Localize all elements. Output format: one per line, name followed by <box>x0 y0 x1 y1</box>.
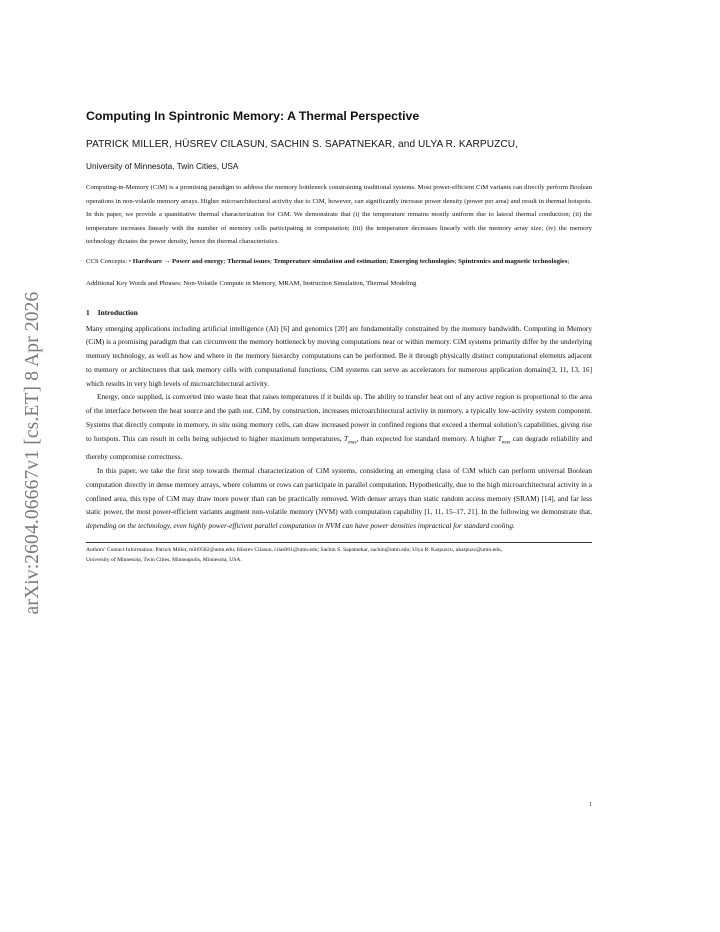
text-emphasis: in situ <box>211 420 230 430</box>
ccs-thermal: Thermal issues <box>227 257 270 265</box>
affiliation: University of Minnesota, Twin Cities, USA <box>86 161 239 171</box>
author-contact-footnote <box>86 545 592 566</box>
symbol-subscript: max <box>501 439 511 446</box>
intro-paragraph-3 <box>86 464 592 533</box>
ccs-temperature: Temperature simulation and estimation <box>273 257 387 265</box>
paper-title: Computing In Spintronic Memory: A Thermal Perspective <box>86 109 420 123</box>
author-list: PATRICK MILLER, HÜSREV CILASUN, SACHIN S. SAPATNEKAR, and ULYA R. KARPUZCU, <box>86 139 519 150</box>
section-title: Introduction <box>97 307 138 317</box>
arxiv-side-stamp <box>8 265 58 640</box>
ccs-sep: ; <box>223 257 228 265</box>
ccs-spintronics: Spintronics and magnetic technologies <box>458 257 568 265</box>
section-number: 1 <box>86 307 90 317</box>
intro-paragraph-2 <box>86 390 592 463</box>
intro-paragraph-1: Many emerging applications including artificial intelligence (AI) [6] and genomics [20] are fundamentally constrained by the memory bandwidth. Computing in Memory (CiM) is a promising paradigm that can circumvent the memory bottleneck by moving computations near or within memory. CiM systems primarily differ by the underlying memory technology, as well as how and where in the memory hierarchy computations can be performed. Be it through physically distinct computational elements adjacent to memory or architectures that task memory cells with computational functions, CiM systems can serve as accelerators for numerous application domains[3, 11, 13, 16] which results in very high levels of microarchitectural activity. <box>86 323 592 388</box>
ccs-hardware: Hardware <box>132 257 162 265</box>
text-run: Energy, once supplied, is converted into waste heat that raises temperatures if it builds up. The ability to transfer heat out of any active region is proportional to the area of the interface between the heat source and the path out. CiM, by construction, increases microarchitectural activity in memory, a typically low-activity system component. Systems that directly compute in memory, <box>86 392 592 430</box>
contact-info: Authors’ Contact Information: Patrick Miller, mill9582@umn.edu; Hüsrev Cilasun, cilas001@umn.edu; Sachin S. Sapatnekar, sachin@umn.edu; Ulya R. Karpuzcu, ukarpuzc@umn.edu, <box>86 546 503 553</box>
ccs-sep: ; <box>454 257 459 265</box>
tmax-symbol <box>344 433 357 446</box>
abstract: Computing-in-Memory (CiM) is a promising paradigm to address the memory bottleneck constraining traditional systems. Most power-efficient CiM variants can directly perform Boolean operations in non-volatile memory arrays. Higher microarchitectural activity due to CiM, however, can significantly increase power density (power per area) and result in thermal hotspots. In this paper, we provide a quantitative thermal characterization for CiM. We demonstrate that (i) the temperature remains mostly uniform due to lateral thermal conduction; (ii) the temperature increases linearly with the number of memory cells participating in computation; (iii) the temperature decreases linearly with the memory array size; (iv) the memory technology dictates the power density, hence the thermal characteristics. <box>86 184 592 245</box>
footnote-rule <box>86 542 592 543</box>
text-run: , than expected for standard memory. A higher <box>356 433 498 443</box>
ccs-sep: ; <box>386 257 390 265</box>
text-run: In this paper, we take the first step towards thermal characterization of CiM systems, considering an emerging class of CiM which can perform universal Boolean computation directly in dense memory arrays, where columns or rows can participate in parallel computation. Hypothetically, due to the high microarchitectural activity in a confined area, this type of CiM may draw more power than can be practically removed. With denser arrays than static random access memory (SRAM) [14], and far less static power, the most power-efficient variants augment non-volatile memory (NVM) with computation capability [1, 11, 15–17, 21]. In the following we demonstrate that, <box>86 465 592 517</box>
ccs-end: ; <box>567 257 570 265</box>
text-emphasis: depending on the technology, even highly power-efficient parallel computation in NVM can have power densities impractical for standard cooling. <box>86 521 515 531</box>
ccs-sep: ; <box>269 257 274 265</box>
symbol-t: T <box>497 433 502 443</box>
ccs-arrow: → <box>161 257 173 265</box>
arxiv-identifier: arXiv:2604.06667v1 [cs.ET] 8 Apr 2026 <box>22 291 43 614</box>
symbol-t: T <box>344 433 349 443</box>
paper-page <box>86 108 592 566</box>
tmax-symbol <box>497 433 511 446</box>
page-number: 1 <box>589 802 592 808</box>
symbol-subscript: max <box>348 439 357 446</box>
ccs-emerging: Emerging technologies <box>389 257 455 265</box>
ccs-power: Power and energy <box>172 257 224 265</box>
keywords: Additional Key Words and Phrases: Non-Volatile Compute in Memory, MRAM, Instruction Simulation, Thermal Modeling <box>86 280 417 287</box>
ccs-label: CCS Concepts: • <box>86 257 132 265</box>
ccs-concepts <box>86 255 592 269</box>
contact-affiliation: University of Minnesota, Twin Cities, Minneapolis, Minnesota, USA. <box>86 557 242 564</box>
section-heading <box>86 306 592 320</box>
text-run: using memory cells, can draw increased power in confined regions that exceed a thermal solution’s capabilities, giving rise to hotspots. This can result in cells being subjected to higher maximum temperatures, <box>86 420 592 443</box>
text-run: can degrade reliability and thereby compromise correctness. <box>86 433 592 462</box>
